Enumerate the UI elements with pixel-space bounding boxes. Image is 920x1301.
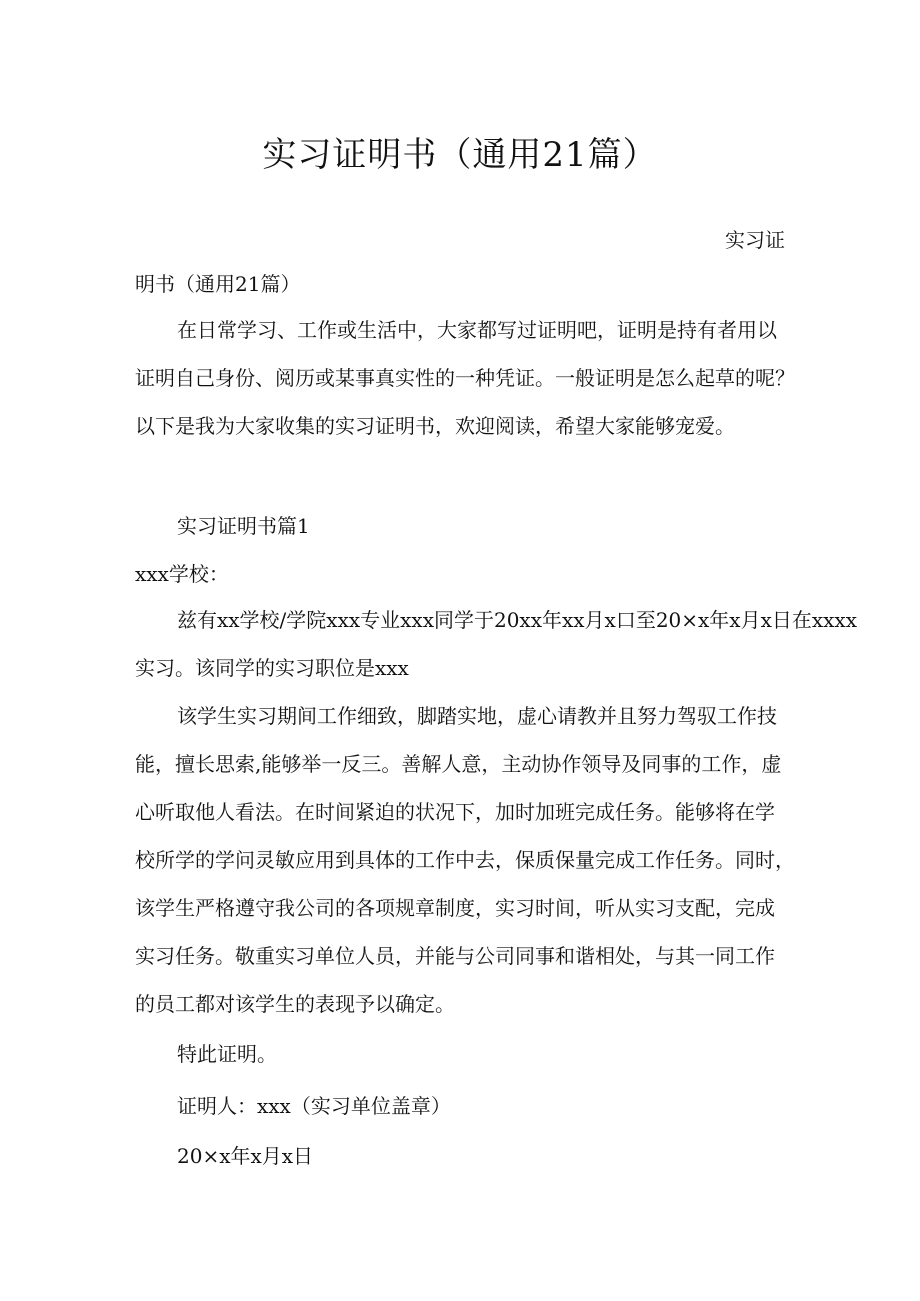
body-paragraph-1 bbox=[135, 596, 857, 692]
intro-line: 在日常学习、工作或生活中，大家都写过证明吧，证明是持有者用以 bbox=[177, 318, 777, 342]
intro-paragraph bbox=[135, 306, 795, 450]
body2-line: 该学生实习期间工作细致，脚踏实地，虚心请教并且努力驾驭工作技 bbox=[177, 704, 777, 728]
intro-line: 以下是我为大家收集的实习证明书，欢迎阅读，希望大家能够宠爱。 bbox=[135, 414, 735, 438]
closing-statement: 特此证明。 bbox=[177, 1042, 277, 1066]
subtitle-part2: 明书（通用21篇） bbox=[135, 272, 301, 296]
body-paragraph-2 bbox=[135, 692, 795, 1028]
section-heading: 实习证明书篇1 bbox=[177, 514, 310, 538]
intro-line: 证明自己身份、阅历或某事真实性的一种凭证。一般证明是怎么起草的呢？ bbox=[135, 366, 795, 390]
body2-line: 能，擅长思索,能够举一反三。善解人意，主动协作领导及同事的工作，虚 bbox=[135, 752, 782, 776]
body1-line: 实习。该同学的实习职位是xxx bbox=[135, 656, 409, 680]
body2-line: 的员工都对该学生的表现予以确定。 bbox=[135, 992, 455, 1016]
body2-line: 心听取他人看法。在时间紧迫的状况下，加时加班完成任务。能够将在学 bbox=[135, 800, 775, 824]
document-title: 实习证明书（通用21篇） bbox=[262, 135, 658, 175]
subtitle-part1: 实习证 bbox=[725, 228, 785, 252]
date-line: 20×x年x月x日 bbox=[177, 1144, 314, 1168]
salutation: xxx学校： bbox=[135, 562, 229, 586]
certifier-line: 证明人：xxx（实习单位盖章） bbox=[177, 1094, 451, 1118]
body2-line: 实习任务。敬重实习单位人员，并能与公司同事和谐相处，与其一同工作 bbox=[135, 944, 775, 968]
body2-line: 校所学的学问灵敏应用到具体的工作中去，保质保量完成工作任务。同时， bbox=[135, 848, 795, 872]
body1-line: 兹有xx学校/学院xxx专业xxx同学于20xx年xx月x口至20×x年x月x日在xxxx bbox=[177, 608, 857, 632]
body2-line: 该学生严格遵守我公司的各项规章制度，实习时间，听从实习支配，完成 bbox=[135, 896, 775, 920]
